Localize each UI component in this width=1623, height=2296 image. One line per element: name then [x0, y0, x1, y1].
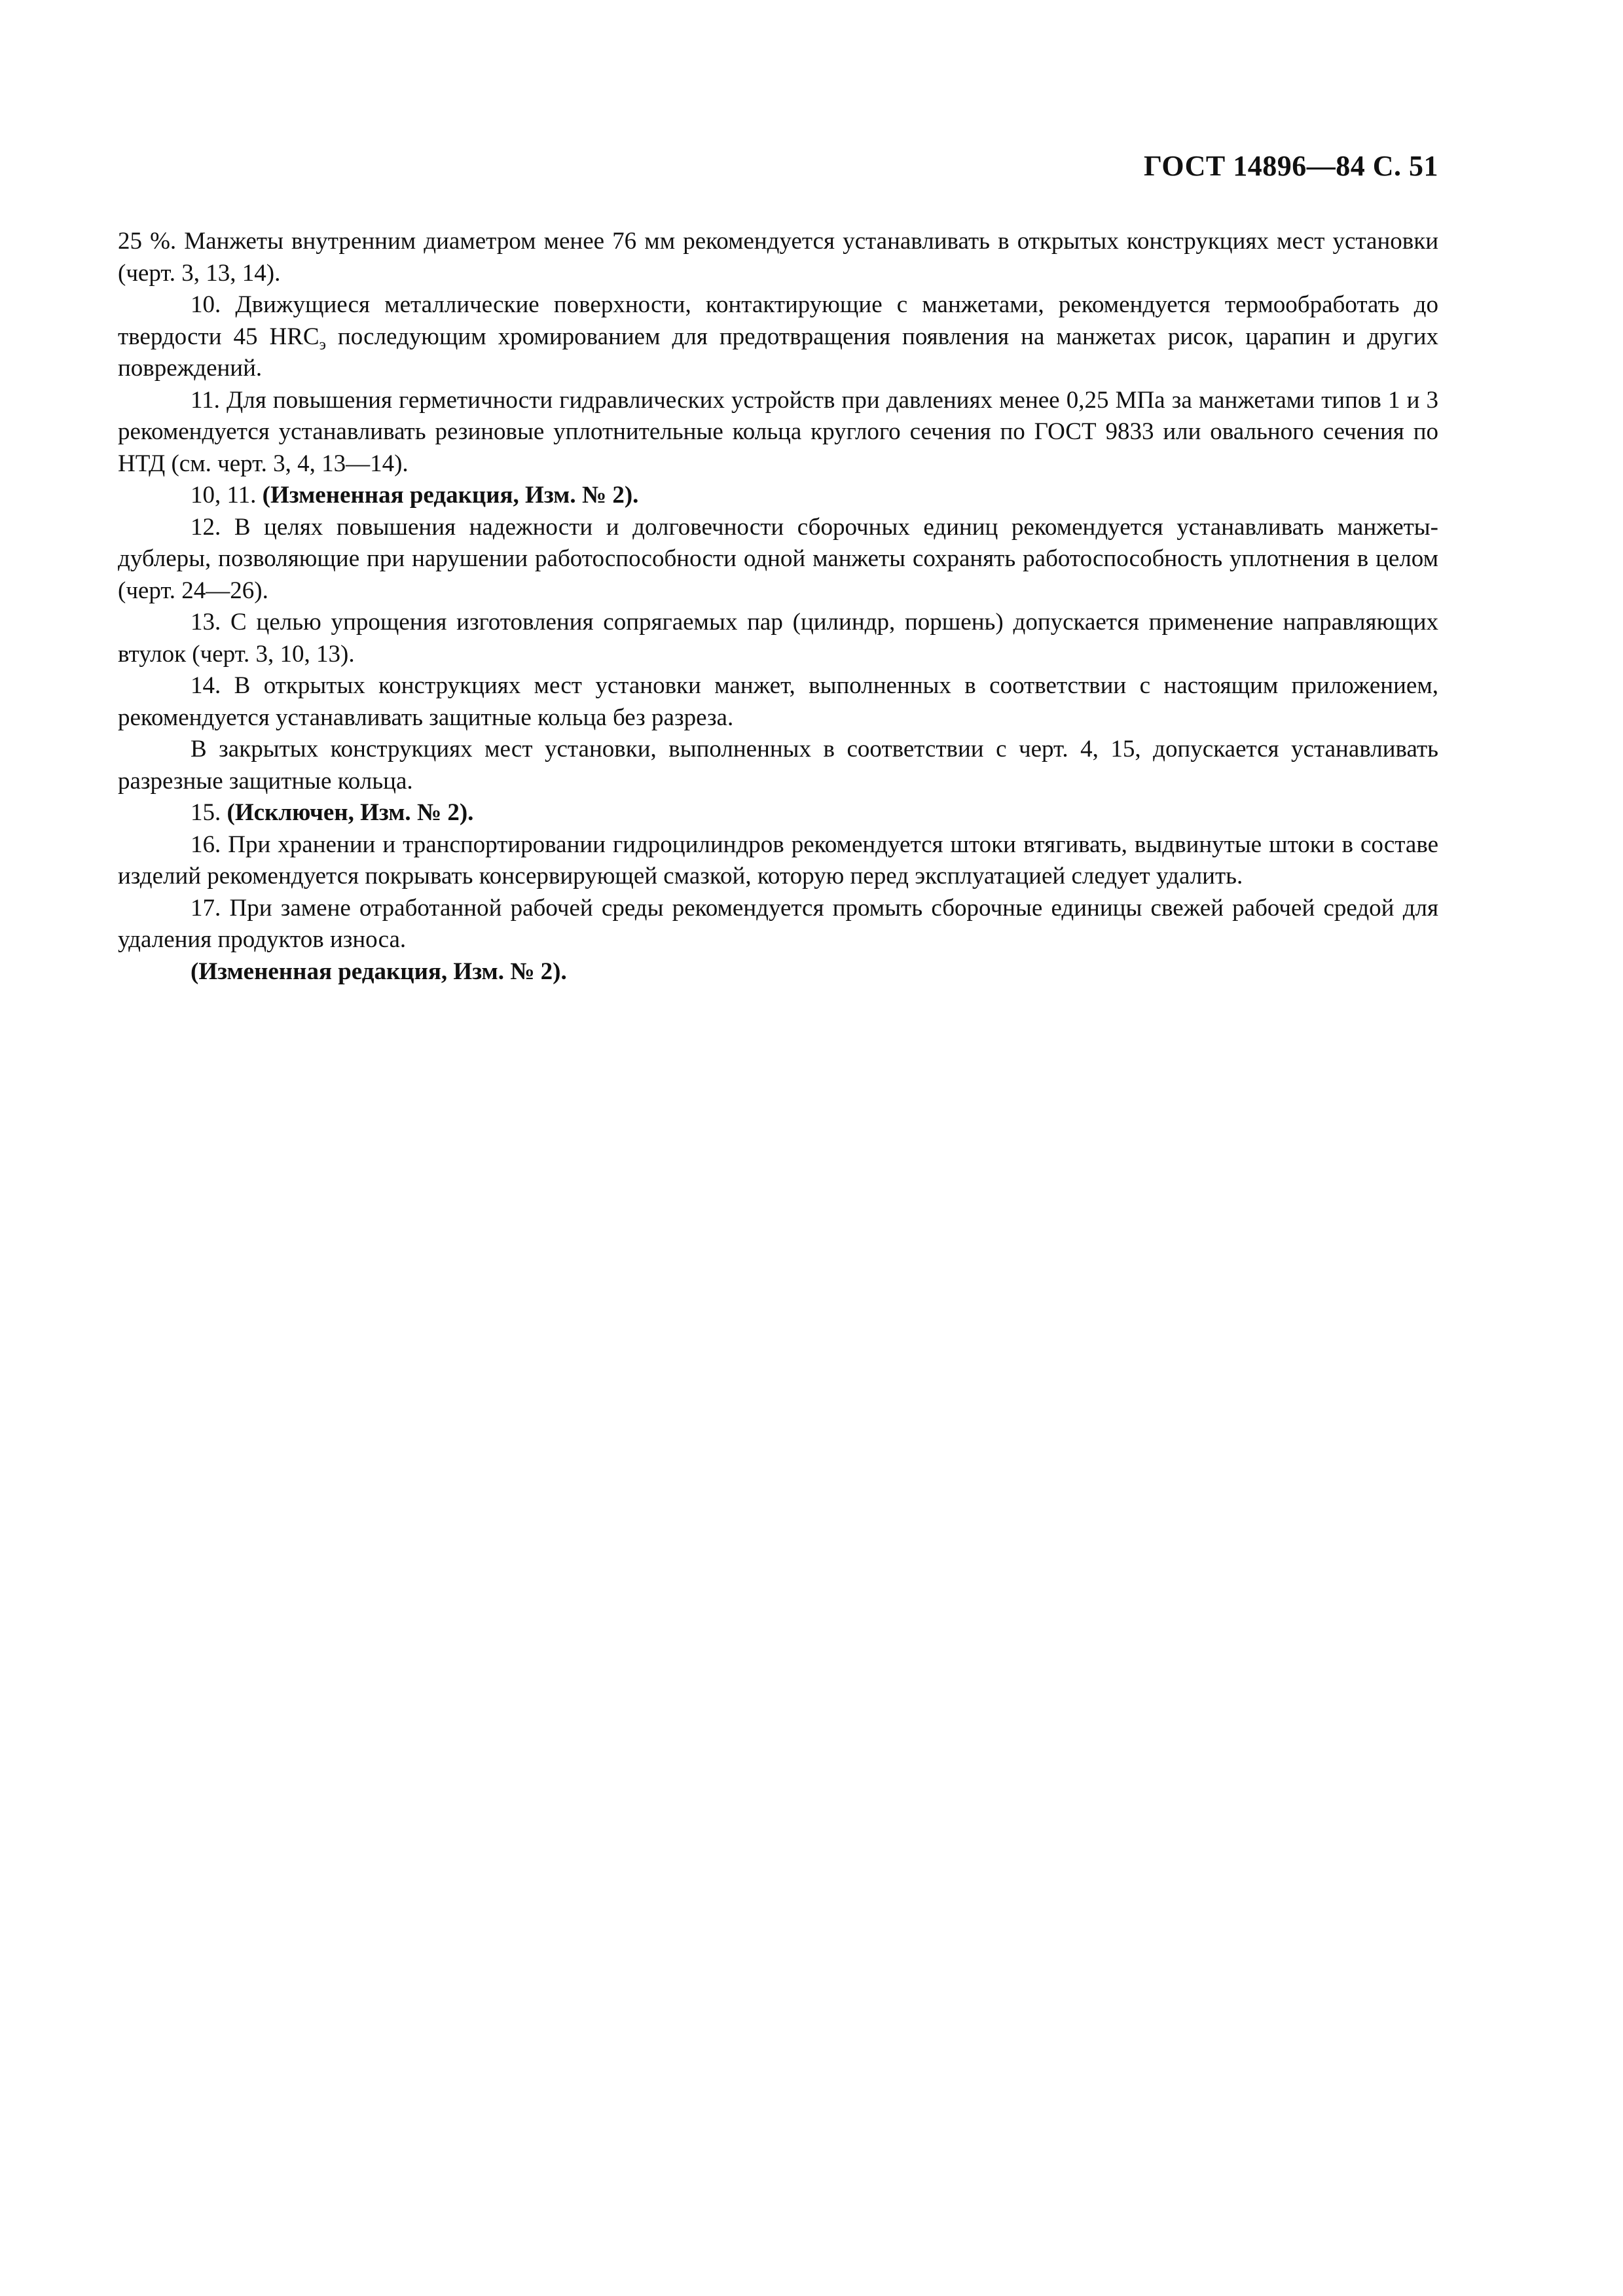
paragraph-11: 11. Для повышения герметичности гидравлических устройств при давлениях менее 0,25 МПа за манжетами типов 1 и 3 рекомендуется устанавливать резиновые уплотнительные кольца круглого сечения по ГОСТ 9833 или овального сечения по НТД (см. черт. 3, 4, 13—14).: [118, 386, 1438, 477]
amendment-note: (Измененная редакция, Изм. № 2).: [262, 482, 639, 509]
document-body: [118, 226, 1438, 988]
paragraph-10-text-b: последующим хромированием для предотвращения появления на манжетах рисок, царапин и других повреждений.: [118, 323, 1439, 382]
paragraph-10-11-number: 10, 11.: [191, 482, 263, 509]
excluded-note: (Исключен, Изм. № 2).: [227, 799, 474, 826]
paragraph-10-11-note: [118, 480, 1438, 512]
paragraph-14: 14. В открытых конструкциях мест установки манжет, выполненных в соответствии с настоящим приложением, рекомендуется устанавливать защитные кольца без разреза.: [118, 672, 1438, 731]
paragraph-14-continuation: В закрытых конструкциях мест установки, выполненных в соответствии с черт. 4, 15, допускается устанавливать разрезные защитные кольца.: [118, 736, 1438, 795]
paragraph-10-subscript: э: [319, 336, 326, 353]
paragraph-10: [118, 289, 1438, 385]
paragraph-16: 16. При хранении и транспортировании гидроцилиндров рекомендуется штоки втягивать, выдвинутые штоки в составе изделий рекомендуется покрывать консервирующей смазкой, которую перед эксплуатацией следует удалить.: [118, 831, 1438, 889]
paragraph-17-amendment-note: (Измененная редакция, Изм. № 2).: [191, 958, 567, 985]
page-header: ГОСТ 14896—84 С. 51: [1143, 150, 1438, 182]
paragraph-15: [118, 797, 1438, 829]
paragraph-10-text-a: 10. Движущиеся металлические поверхности, контактирующие с манжетами, рекомендуется термообработать до твердости 45 HRC: [118, 291, 1438, 350]
paragraph-12: 12. В целях повышения надежности и долговечности сборочных единиц рекомендуется устанавливать манжеты-дублеры, позволяющие при нарушении работоспособности одной манжеты сохранять работоспособность уплотнения в целом (черт. 24—26).: [118, 513, 1438, 604]
paragraph-13: 13. С целью упрощения изготовления сопрягаемых пар (цилиндр, поршень) допускается применение направляющих втулок (черт. 3, 10, 13).: [118, 609, 1438, 668]
paragraph-15-number: 15.: [191, 799, 227, 826]
paragraph-17: 17. При замене отработанной рабочей среды рекомендуется промыть сборочные единицы свежей рабочей средой для удаления продуктов износа.: [118, 894, 1438, 953]
paragraph-continuation: 25 %. Манжеты внутренним диаметром менее 76 мм рекомендуется устанавливать в открытых конструкциях мест установки (черт. 3, 13, 14).: [118, 228, 1438, 287]
